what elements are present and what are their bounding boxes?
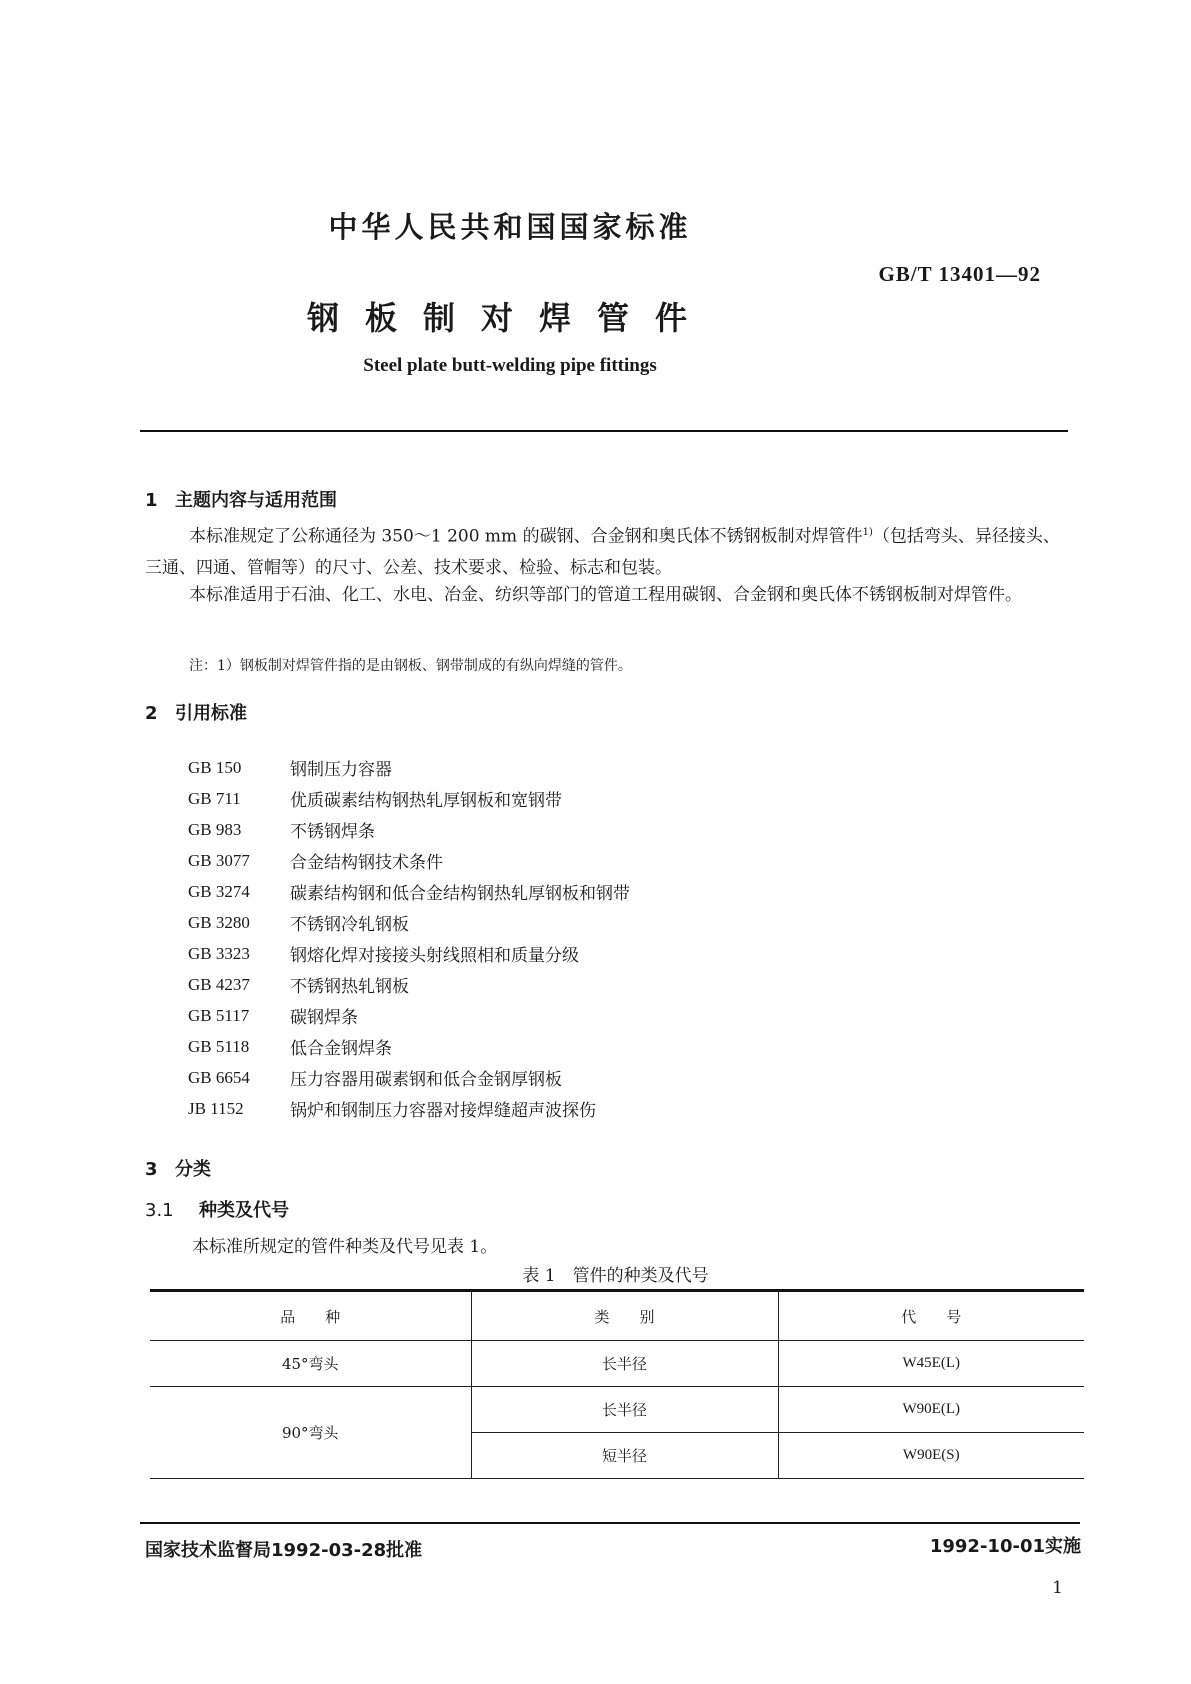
effective-date: 1992-10-01实施 xyxy=(929,1536,1081,1557)
footnote-marker: 1) xyxy=(862,527,873,538)
reference-list xyxy=(188,752,630,1124)
footnote: 注：1）钢板制对焊管件指的是由钢板、钢带制成的有纵向焊缝的管件。 xyxy=(189,658,632,674)
column-header-variety: 品 种 xyxy=(150,1291,471,1341)
reference-title: 钢制压力容器 xyxy=(290,760,392,780)
para1-text: 本标准规定了公称通径为 350～1 200 mm 的碳钢、合金钢和奥氏体不锈钢板制对焊管件 xyxy=(189,526,863,547)
standard-number: GB/T 13401—92 xyxy=(878,262,1041,286)
section-3-1-title: 种类及代号 xyxy=(199,1200,289,1221)
section-3-1-number: 3.1 xyxy=(145,1200,174,1221)
reference-title: 优质碳素结构钢热轧厚钢板和宽钢带 xyxy=(290,791,562,811)
code-cell: W45E(L) xyxy=(778,1341,1084,1387)
category-cell: 长半径 xyxy=(471,1341,778,1387)
reference-item xyxy=(188,1000,630,1031)
footer-divider xyxy=(140,1522,1080,1524)
header-divider xyxy=(140,430,1068,432)
reference-item xyxy=(188,814,630,845)
reference-title: 锅炉和钢制压力容器对接焊缝超声波探伤 xyxy=(290,1101,596,1121)
reference-code: GB 150 xyxy=(188,757,242,777)
reference-title: 合金结构钢技术条件 xyxy=(290,853,443,873)
reference-title: 不锈钢焊条 xyxy=(290,822,375,842)
table-header-row xyxy=(150,1291,1084,1341)
reference-item xyxy=(188,969,630,1000)
para1-text-cont: （包括弯头、异径接头、三通、四通、管帽等）的尺寸、公差、技术要求、检验、标志和包装。 xyxy=(145,526,1060,578)
table-row xyxy=(150,1387,1084,1433)
section-2-number: 2 xyxy=(145,703,158,724)
reference-code: GB 3280 xyxy=(188,912,250,932)
reference-code: GB 6654 xyxy=(188,1067,250,1087)
approval-line: 国家技术监督局1992-03-28批准 xyxy=(145,1540,423,1561)
reference-code: GB 3274 xyxy=(188,881,250,901)
section-2-heading xyxy=(145,699,247,725)
section-3-1-heading xyxy=(145,1196,289,1222)
column-header-category: 类 别 xyxy=(471,1291,778,1341)
table-1 xyxy=(150,1289,1084,1479)
national-standard-heading: 中华人民共和国国家标准 xyxy=(328,210,692,244)
reference-code: GB 5118 xyxy=(188,1036,250,1056)
column-header-code: 代 号 xyxy=(778,1291,1084,1341)
reference-code: GB 5117 xyxy=(188,1005,250,1025)
section-3-title: 分类 xyxy=(175,1159,211,1180)
reference-code: JB 1152 xyxy=(188,1098,244,1118)
category-cell: 长半径 xyxy=(471,1387,778,1433)
reference-title: 钢熔化焊对接接头射线照相和质量分级 xyxy=(290,946,579,966)
reference-item xyxy=(188,876,630,907)
reference-code: GB 3323 xyxy=(188,943,250,963)
table-row xyxy=(150,1341,1084,1387)
reference-item xyxy=(188,845,630,876)
reference-item xyxy=(188,1093,630,1124)
variety-cell: 90°弯头 xyxy=(150,1387,471,1479)
reference-item xyxy=(188,938,630,969)
reference-code: GB 983 xyxy=(188,819,242,839)
variety-cell: 45°弯头 xyxy=(150,1341,471,1387)
section-1-number: 1 xyxy=(145,490,158,511)
reference-title: 碳钢焊条 xyxy=(290,1008,358,1028)
reference-code: GB 3077 xyxy=(188,850,250,870)
reference-item xyxy=(188,1062,630,1093)
section-1-title: 主题内容与适用范围 xyxy=(175,490,337,511)
document-title-cn: 钢板制对焊管件 xyxy=(306,299,713,337)
section-3-heading xyxy=(145,1155,211,1181)
reference-item xyxy=(188,752,630,783)
reference-title: 不锈钢热轧钢板 xyxy=(290,977,409,997)
reference-code: GB 4237 xyxy=(188,974,250,994)
section-1-heading xyxy=(145,486,337,512)
section-3-number: 3 xyxy=(145,1159,158,1180)
table-1-caption: 表 1 管件的种类及代号 xyxy=(522,1266,709,1286)
reference-title: 低合金钢焊条 xyxy=(290,1039,392,1059)
page-number: 1 xyxy=(1052,1578,1063,1598)
section-2-title: 引用标准 xyxy=(175,703,247,724)
reference-title: 不锈钢冷轧钢板 xyxy=(290,915,409,935)
reference-item xyxy=(188,907,630,938)
reference-item xyxy=(188,1031,630,1062)
code-cell: W90E(S) xyxy=(778,1433,1084,1479)
document-title-en: Steel plate butt-welding pipe fittings xyxy=(363,355,657,376)
reference-item xyxy=(188,783,630,814)
reference-title: 碳素结构钢和低合金结构钢热轧厚钢板和钢带 xyxy=(290,884,630,904)
category-cell: 短半径 xyxy=(471,1433,778,1479)
section-1-paragraph-1 xyxy=(145,517,1065,584)
reference-title: 压力容器用碳素钢和低合金钢厚钢板 xyxy=(290,1070,562,1090)
reference-code: GB 711 xyxy=(188,788,241,808)
code-cell: W90E(L) xyxy=(778,1387,1084,1433)
section-1-paragraph-2: 本标准适用于石油、化工、水电、冶金、纺织等部门的管道工程用碳钢、合金钢和奥氏体不锈钢板制对焊管件。 xyxy=(189,585,1022,605)
section-3-1-intro: 本标准所规定的管件种类及代号见表 1。 xyxy=(192,1237,498,1257)
